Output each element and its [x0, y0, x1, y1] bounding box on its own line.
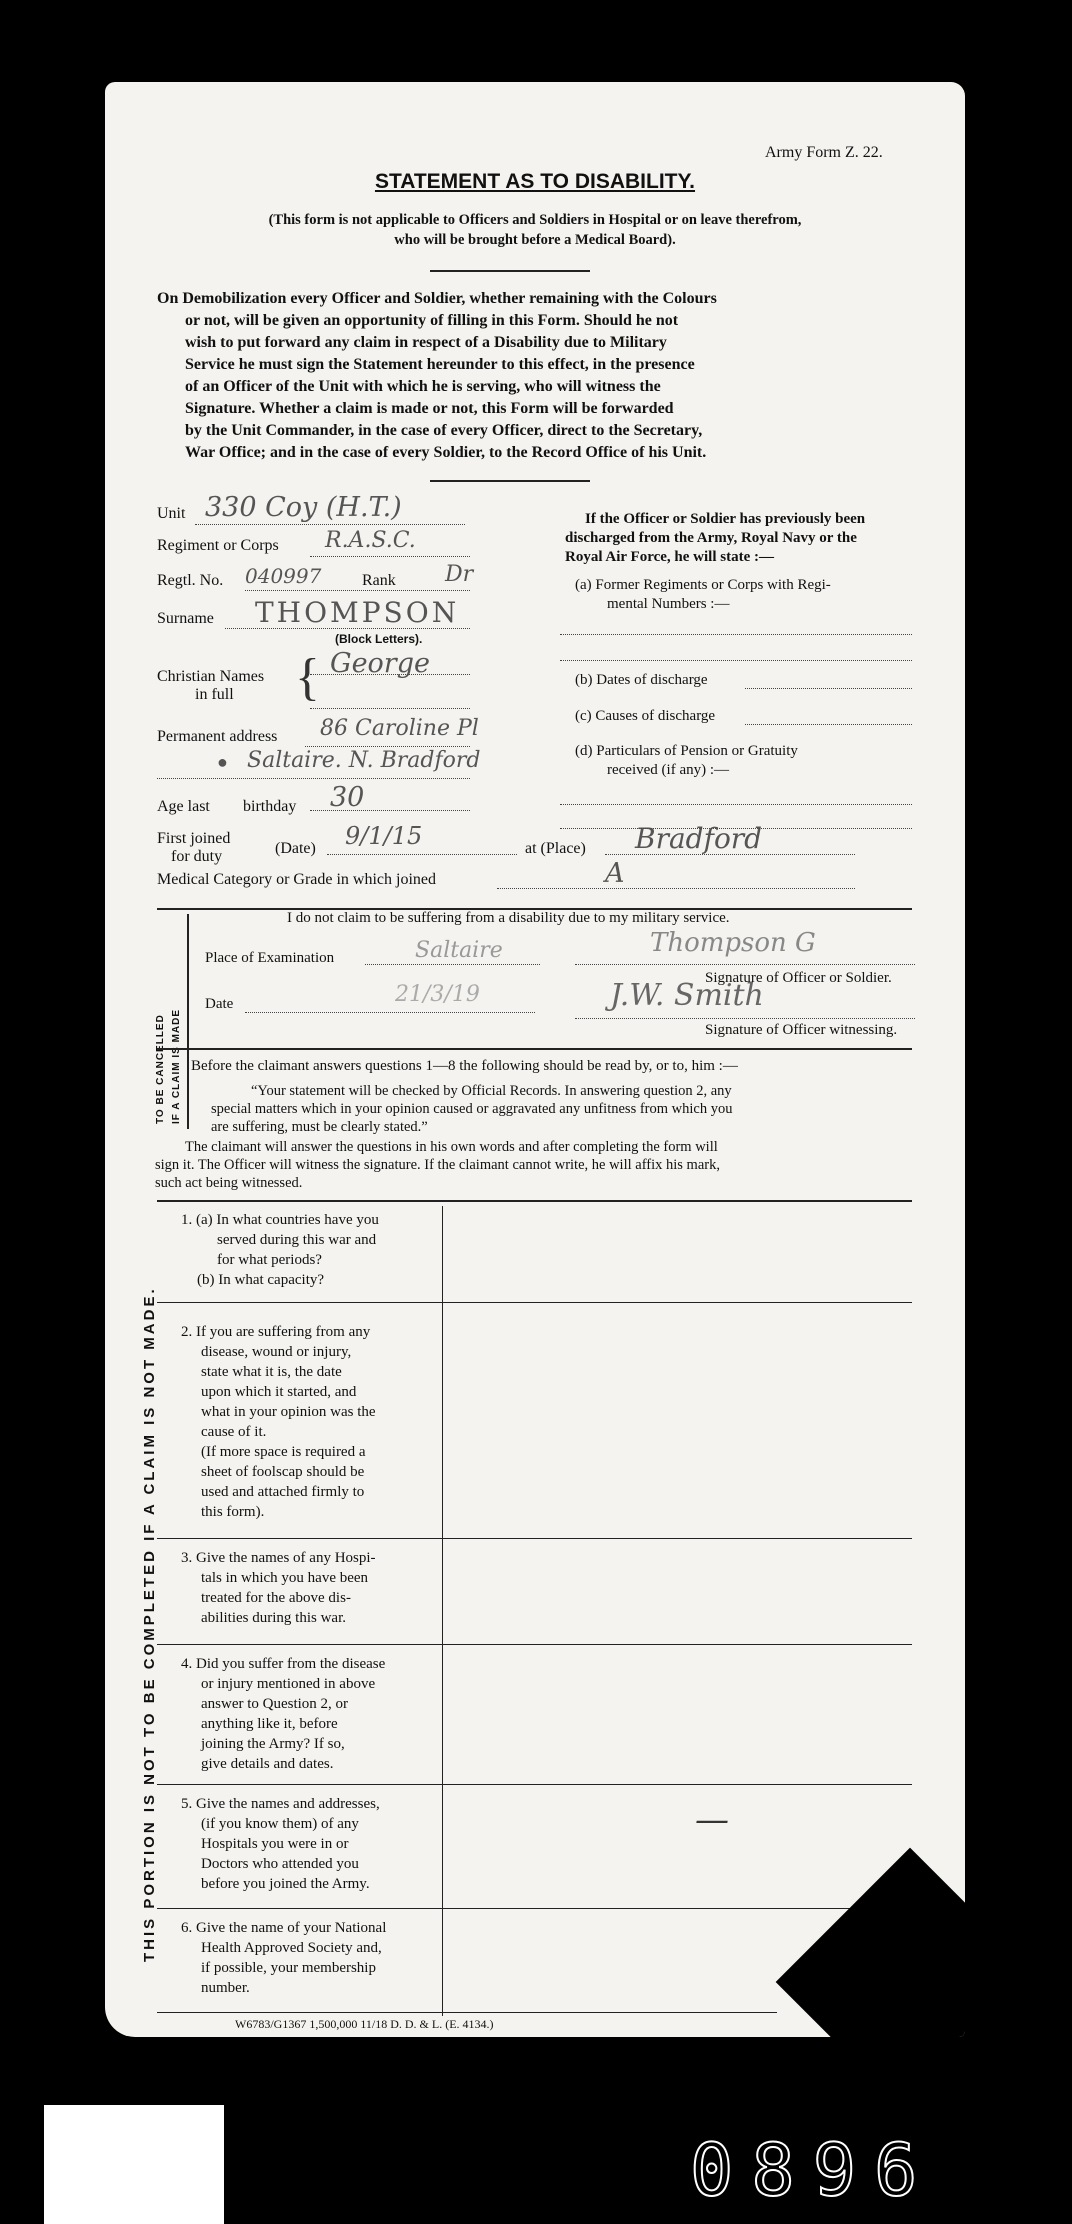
christian-names-label: Christian Names	[157, 668, 265, 685]
question-line: answer to Question 2, or	[201, 1696, 349, 1712]
question-line: 1. (a) In what countries have you	[181, 1212, 379, 1228]
no-claim-bottom-divider	[157, 1048, 912, 1050]
q5-divider	[157, 1908, 912, 1909]
examination-date: 21/3/19	[395, 982, 480, 1007]
intro-paragraph	[105, 288, 965, 464]
cancel-side-label: TO BE CANCELLED	[155, 1014, 166, 1124]
medical-line	[497, 888, 855, 889]
question-4	[181, 1654, 439, 1774]
intro-line: Service he must sign the Statement hereunder to this effect, in the presence	[185, 356, 695, 373]
regtl-no-label: Regtl. No.	[157, 572, 224, 589]
instructions-intro: Before the claimant answers questions 1—8 the following should be read by, or to, him :—	[191, 1058, 738, 1074]
place-of-examination-value: Saltaire	[415, 938, 503, 963]
question-line: for what periods?	[217, 1252, 322, 1268]
rank-label: Rank	[362, 572, 396, 589]
question-line: (if you know them) of any	[201, 1816, 359, 1832]
d-line2: received (if any) :—	[607, 762, 730, 778]
q3-divider	[157, 1644, 912, 1645]
intro-line: On Demobilization every Officer and Soldier, whether remaining with the Colours	[157, 290, 717, 307]
question-line: (b) In what capacity?	[197, 1272, 325, 1288]
question-line: used and attached firmly to	[201, 1484, 365, 1500]
address-label: Permanent address	[157, 728, 278, 745]
place-label: at (Place)	[525, 840, 586, 857]
former-regiments-label	[575, 576, 831, 614]
age-label2: birthday	[243, 798, 297, 815]
question-line: give details and dates.	[201, 1756, 334, 1772]
question-line: 6. Give the name of your National	[181, 1920, 387, 1936]
quote-line: special matters which in your opinion caused or aggravated any unfitness from which you	[211, 1101, 733, 1117]
bullet-icon: ●	[217, 752, 228, 772]
soldier-signature: Thompson G	[650, 928, 816, 958]
regiment-value: R.A.S.C.	[325, 528, 416, 553]
a-line-rule1	[560, 634, 912, 635]
form-title: STATEMENT AS TO DISABILITY.	[374, 170, 696, 193]
question-line: or injury mentioned in above	[201, 1676, 376, 1692]
d-line1: (d) Particulars of Pension or Gratuity	[575, 743, 798, 759]
no-claim-box-border	[187, 914, 189, 1129]
brace-icon: {	[295, 649, 320, 706]
block-letters-note: (Block Letters).	[335, 632, 423, 646]
signature-label: Signature of Officer or Soldier.	[705, 970, 892, 986]
question-5	[181, 1794, 439, 1894]
signature-line	[575, 964, 915, 965]
unit-line	[195, 524, 465, 525]
a-line-rule2	[560, 660, 912, 661]
question-line: (If more space is required a	[201, 1444, 366, 1460]
address-line1: 86 Caroline Pl	[320, 716, 479, 741]
address-line2: Saltaire. N. Bradford	[247, 748, 481, 773]
subtitle-line2: who will be brought before a Medical Board).	[394, 232, 676, 248]
header-line: discharged from the Army, Royal Navy or the	[565, 530, 857, 546]
intro-line: War Office; and in the case of every Soldier, to the Record Office of his Unit.	[185, 444, 707, 461]
date-label: (Date)	[275, 840, 316, 857]
instructions-divider	[157, 1200, 912, 1202]
answer-column-divider	[442, 1206, 443, 2016]
question-line: joining the Army? If so,	[201, 1736, 345, 1752]
joined-place-value: Bradford	[635, 822, 763, 855]
question-line: this form).	[201, 1504, 265, 1520]
question-line: cause of it.	[201, 1424, 267, 1440]
para-line: The claimant will answer the questions in his own words and after completing the form will	[185, 1139, 718, 1155]
question-2	[181, 1322, 439, 1522]
surname-label: Surname	[157, 610, 214, 627]
place-of-examination-label: Place of Examination	[205, 950, 335, 966]
unit-value: 330 Coy (H.T.)	[205, 492, 402, 523]
quote-line: “Your statement will be checked by Official Records. In answering question 2, any	[251, 1083, 732, 1099]
d-rule2	[560, 828, 912, 829]
date-line	[245, 1012, 535, 1013]
q6-divider	[157, 2012, 777, 2013]
regtl-line	[245, 590, 470, 591]
question-line: 4. Did you suffer from the disease	[181, 1656, 386, 1672]
white-tab	[44, 2105, 224, 2224]
age-value: 30	[330, 782, 365, 813]
question-line: if possible, your membership	[201, 1960, 376, 1976]
unit-label: Unit	[157, 505, 186, 522]
question-line: before you joined the Army.	[201, 1876, 370, 1892]
witness-line	[575, 1018, 915, 1019]
question-line: upon which it started, and	[201, 1384, 357, 1400]
dates-of-discharge-label: (b) Dates of discharge	[575, 672, 708, 688]
question-line: Health Approved Society and,	[201, 1940, 382, 1956]
first-joined-label2: for duty	[171, 848, 223, 865]
torn-corner	[776, 1848, 965, 2037]
medical-category-label: Medical Category or Grade in which joined	[157, 871, 437, 888]
pension-label	[575, 742, 915, 780]
regtl-no-value: 040997	[245, 564, 322, 588]
question-line: anything like it, before	[201, 1716, 338, 1732]
para-line: sign it. The Officer will witness the signature. If the claimant cannot write, he will affix his mark,	[155, 1157, 720, 1173]
place-line	[365, 964, 540, 965]
regiment-label: Regiment or Corps	[157, 537, 279, 554]
christian-names-value: George	[330, 648, 430, 679]
question-line: tals in which you have been	[201, 1570, 369, 1586]
question-1	[181, 1210, 441, 1290]
header-line: Royal Air Force, he will state :—	[565, 549, 774, 565]
intro-line: or not, will be given an opportunity of filling in this Form. Should he not	[185, 312, 679, 329]
b-line	[745, 688, 912, 689]
intro-line: by the Unit Commander, in the case of every Officer, direct to the Secretary,	[185, 422, 703, 439]
no-claim-statement: I do not claim to be suffering from a disability due to my military service.	[287, 910, 730, 926]
question-line: treated for the above dis-	[201, 1590, 351, 1606]
intro-divider	[430, 480, 590, 482]
question-line: 3. Give the names of any Hospi-	[181, 1550, 376, 1566]
date-label: Date	[205, 996, 234, 1012]
witness-label: Signature of Officer witnessing.	[705, 1022, 898, 1038]
form-code: Army Form Z. 22.	[765, 144, 883, 161]
a-line1: (a) Former Regiments or Corps with Regi-	[575, 577, 831, 593]
question-3	[181, 1548, 439, 1628]
surname-line	[225, 628, 470, 629]
question-line: what in your opinion was the	[201, 1404, 376, 1420]
question-line: 2. If you are suffering from any	[181, 1324, 371, 1340]
intro-line: Signature. Whether a claim is made or not, this Form will be forwarded	[185, 400, 674, 417]
address-line1-rule	[305, 746, 470, 747]
question-line: abilities during this war.	[201, 1610, 346, 1626]
first-joined-label: First joined	[157, 830, 231, 847]
para-line: such act being witnessed.	[155, 1175, 303, 1191]
age-line	[310, 810, 470, 811]
question-line: state what it is, the date	[201, 1364, 342, 1380]
intro-line: of an Officer of the Unit with which he is serving, who will witness the	[185, 378, 661, 395]
address-line2-rule	[157, 778, 470, 779]
claim-portion-side-note: THIS PORTION IS NOT TO BE COMPLETED IF A CLAIM IS NOT MADE.	[141, 1286, 158, 1962]
witness-signature: J.W. Smith	[610, 978, 764, 1013]
header-line: If the Officer or Soldier has previously been	[585, 511, 866, 527]
causes-of-discharge-label: (c) Causes of discharge	[575, 708, 716, 724]
question-6	[181, 1918, 439, 1998]
instructions-quote	[191, 1082, 961, 1136]
a-line2: mental Numbers :—	[607, 596, 730, 612]
cancel-side-label2: IF A CLAIM IS MADE	[171, 1008, 182, 1124]
instructions-paragraph	[155, 1138, 945, 1192]
q1-divider	[157, 1302, 912, 1303]
question-line: 5. Give the names and addresses,	[181, 1796, 380, 1812]
christian-names-label2: in full	[195, 686, 234, 703]
age-label: Age last	[157, 798, 210, 815]
surname-value: THOMPSON	[255, 596, 460, 629]
christian-line1	[310, 674, 470, 675]
page-number: 0896	[690, 2128, 936, 2212]
question-line: sheet of foolscap should be	[201, 1464, 365, 1480]
christian-line2	[310, 708, 470, 709]
regiment-line	[310, 556, 470, 557]
intro-line: wish to put forward any claim in respect of a Disability due to Military	[185, 334, 667, 351]
question-line: Hospitals you were in or	[201, 1836, 349, 1852]
quote-line: are suffering, must be clearly stated.”	[211, 1119, 428, 1135]
joined-date-line	[327, 854, 517, 855]
q2-divider	[157, 1538, 912, 1539]
title-divider	[430, 270, 590, 272]
previous-discharge-header	[565, 510, 865, 567]
joined-place-line	[605, 854, 855, 855]
c-line	[745, 724, 912, 725]
d-rule1	[560, 804, 912, 805]
question-line: disease, wound or injury,	[201, 1344, 352, 1360]
subtitle-line1: (This form is not applicable to Officers and Soldiers in Hospital or on leave therefrom,	[268, 212, 802, 228]
question-line: number.	[201, 1980, 250, 1996]
answer-5-mark: —	[695, 1800, 729, 1840]
form-page	[105, 82, 965, 2037]
joined-date-value: 9/1/15	[345, 822, 423, 850]
print-footer: W6783/G1367 1,500,000 11/18 D. D. & L. (E. 4134.)	[235, 2017, 494, 2031]
rank-value: Dr	[445, 562, 474, 587]
question-line: served during this war and	[217, 1232, 377, 1248]
q4-divider	[157, 1784, 912, 1785]
question-line: Doctors who attended you	[201, 1856, 359, 1872]
medical-category-value: A	[605, 858, 625, 889]
